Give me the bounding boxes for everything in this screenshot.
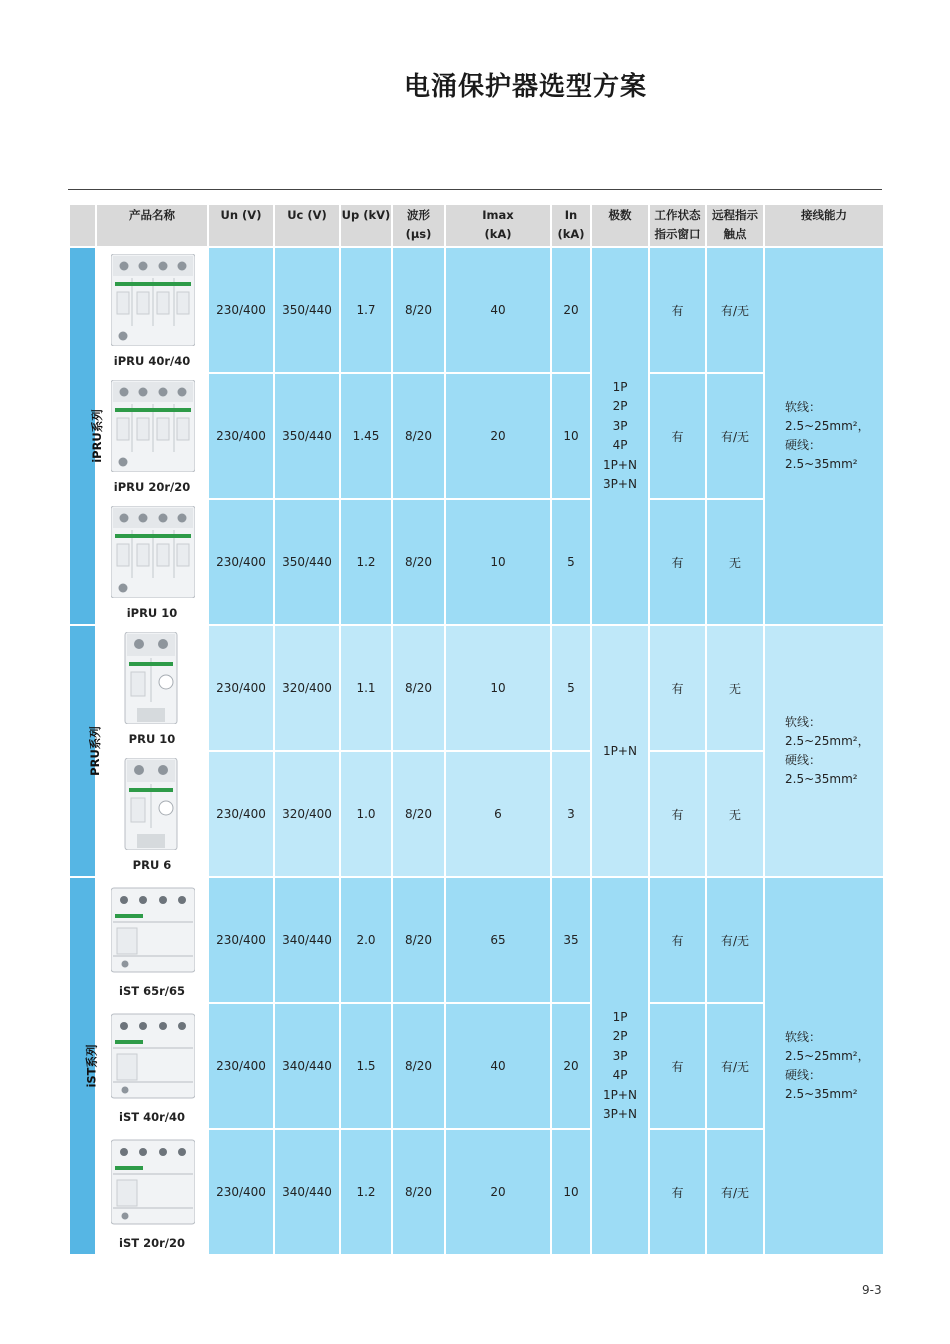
remote-contact-cell: 无 <box>706 499 764 625</box>
poles-cell: 1P 2P 3P 4P 1P+N 3P+N <box>591 877 649 1255</box>
table-row <box>69 1003 884 1129</box>
up-cell: 2.0 <box>340 877 392 1003</box>
product-cell <box>96 751 208 877</box>
waveform-cell: 8/20 <box>392 877 445 1003</box>
in-cell: 35 <box>551 877 591 1003</box>
remote-contact-cell: 无 <box>706 625 764 751</box>
in-cell: 10 <box>551 1129 591 1255</box>
status-window-cell: 有 <box>649 1129 706 1255</box>
remote-contact-cell: 有/无 <box>706 373 764 499</box>
up-cell: 1.1 <box>340 625 392 751</box>
header-remote-contact: 远程指示 触点 <box>706 204 764 247</box>
imax-cell: 40 <box>445 247 551 373</box>
uc-cell: 350/440 <box>274 373 340 499</box>
product-name: iST 65r/65 <box>119 984 185 998</box>
series-ist <box>69 877 884 1255</box>
spd-4pole-module-icon <box>111 380 195 472</box>
imax-cell: 40 <box>445 1003 551 1129</box>
series-pru <box>69 625 884 877</box>
product-cell <box>96 1129 208 1255</box>
un-cell: 230/400 <box>208 751 274 877</box>
wiring-cell: 软线： 2.5~25mm²， 硬线： 2.5~35mm² <box>764 877 884 1255</box>
remote-contact-cell: 有/无 <box>706 1129 764 1255</box>
un-cell: 230/400 <box>208 1129 274 1255</box>
up-cell: 1.45 <box>340 373 392 499</box>
page-title: 电涌保护器选型方案 <box>404 72 648 102</box>
spd-selection-table <box>68 203 885 1256</box>
product-cell <box>96 625 208 751</box>
up-cell: 1.7 <box>340 247 392 373</box>
series-label: iPRU系列 <box>89 409 104 463</box>
header-in: In (kA) <box>551 204 591 247</box>
in-cell: 3 <box>551 751 591 877</box>
waveform-cell: 8/20 <box>392 247 445 373</box>
uc-cell: 340/440 <box>274 877 340 1003</box>
header-series <box>69 204 96 247</box>
table-row <box>69 877 884 1003</box>
remote-contact-cell: 有/无 <box>706 1003 764 1129</box>
product-name: PRU 10 <box>128 732 176 746</box>
waveform-cell: 8/20 <box>392 1129 445 1255</box>
header-poles: 极数 <box>591 204 649 247</box>
spd-ist-module-icon <box>111 1136 195 1228</box>
table-row <box>69 373 884 499</box>
un-cell: 230/400 <box>208 877 274 1003</box>
series-label: iST系列 <box>84 1044 99 1088</box>
up-cell: 1.5 <box>340 1003 392 1129</box>
up-cell: 1.2 <box>340 499 392 625</box>
up-cell: 1.0 <box>340 751 392 877</box>
status-window-cell: 有 <box>649 877 706 1003</box>
header-wiring: 接线能力 <box>764 204 884 247</box>
spd-ist-module-icon <box>111 1010 195 1102</box>
series-label: PRU系列 <box>87 726 102 776</box>
up-cell: 1.2 <box>340 1129 392 1255</box>
waveform-cell: 8/20 <box>392 499 445 625</box>
header-row <box>69 204 884 247</box>
remote-contact-cell: 有/无 <box>706 877 764 1003</box>
table-row <box>69 1129 884 1255</box>
series-label-cell <box>69 625 102 877</box>
header-waveform: 波形 (μs) <box>392 204 445 247</box>
product-cell <box>96 373 208 499</box>
un-cell: 230/400 <box>208 247 274 373</box>
header-up: Up (kV) <box>340 204 392 247</box>
header-imax: Imax (kA) <box>445 204 551 247</box>
product-name: iPRU 10 <box>126 606 178 620</box>
wiring-cell: 软线： 2.5~25mm²， 硬线： 2.5~35mm² <box>764 247 884 625</box>
uc-cell: 320/400 <box>274 625 340 751</box>
uc-cell: 350/440 <box>274 247 340 373</box>
remote-contact-cell: 无 <box>706 751 764 877</box>
in-cell: 20 <box>551 1003 591 1129</box>
series-ipru <box>69 247 884 625</box>
uc-cell: 340/440 <box>274 1129 340 1255</box>
in-cell: 5 <box>551 625 591 751</box>
status-window-cell: 有 <box>649 499 706 625</box>
product-name: iPRU 40r/40 <box>113 354 191 368</box>
in-cell: 5 <box>551 499 591 625</box>
imax-cell: 10 <box>445 499 551 625</box>
in-cell: 10 <box>551 373 591 499</box>
imax-cell: 20 <box>445 1129 551 1255</box>
status-window-cell: 有 <box>649 1003 706 1129</box>
status-window-cell: 有 <box>649 247 706 373</box>
imax-cell: 20 <box>445 373 551 499</box>
poles-cell: 1P 2P 3P 4P 1P+N 3P+N <box>591 247 649 625</box>
in-cell: 20 <box>551 247 591 373</box>
remote-contact-cell: 有/无 <box>706 247 764 373</box>
table-row <box>69 625 884 751</box>
status-window-cell: 有 <box>649 373 706 499</box>
header-uc: Uc (V) <box>274 204 340 247</box>
waveform-cell: 8/20 <box>392 625 445 751</box>
title-divider <box>68 189 882 190</box>
header-status-window: 工作状态 指示窗口 <box>649 204 706 247</box>
wiring-cell: 软线： 2.5~25mm²， 硬线： 2.5~35mm² <box>764 625 884 877</box>
poles-cell: 1P+N <box>591 625 649 877</box>
series-label-cell <box>69 247 104 625</box>
imax-cell: 10 <box>445 625 551 751</box>
product-cell <box>96 1003 208 1129</box>
imax-cell: 6 <box>445 751 551 877</box>
page-number: 9-3 <box>862 1283 882 1297</box>
waveform-cell: 8/20 <box>392 751 445 877</box>
status-window-cell: 有 <box>649 625 706 751</box>
un-cell: 230/400 <box>208 625 274 751</box>
waveform-cell: 8/20 <box>392 373 445 499</box>
table-row <box>69 499 884 625</box>
un-cell: 230/400 <box>208 373 274 499</box>
product-name: iPRU 20r/20 <box>113 480 191 494</box>
spd-4pole-module-icon <box>111 506 195 598</box>
header-un: Un (V) <box>208 204 274 247</box>
un-cell: 230/400 <box>208 499 274 625</box>
uc-cell: 350/440 <box>274 499 340 625</box>
spd-2pole-module-icon <box>111 758 195 850</box>
uc-cell: 320/400 <box>274 751 340 877</box>
product-cell <box>96 247 208 373</box>
uc-cell: 340/440 <box>274 1003 340 1129</box>
un-cell: 230/400 <box>208 1003 274 1129</box>
product-cell <box>96 499 208 625</box>
header-product-name: 产品名称 <box>96 204 208 247</box>
product-name: PRU 6 <box>132 858 172 872</box>
waveform-cell: 8/20 <box>392 1003 445 1129</box>
product-name: iST 20r/20 <box>119 1236 185 1250</box>
status-window-cell: 有 <box>649 751 706 877</box>
spd-4pole-module-icon <box>111 254 195 346</box>
series-label-cell <box>69 877 99 1255</box>
product-name: iST 40r/40 <box>119 1110 185 1124</box>
product-cell <box>96 877 208 1003</box>
table-row <box>69 751 884 877</box>
spd-2pole-module-icon <box>111 632 195 724</box>
table-row <box>69 247 884 373</box>
spd-ist-module-icon <box>111 884 195 976</box>
imax-cell: 65 <box>445 877 551 1003</box>
